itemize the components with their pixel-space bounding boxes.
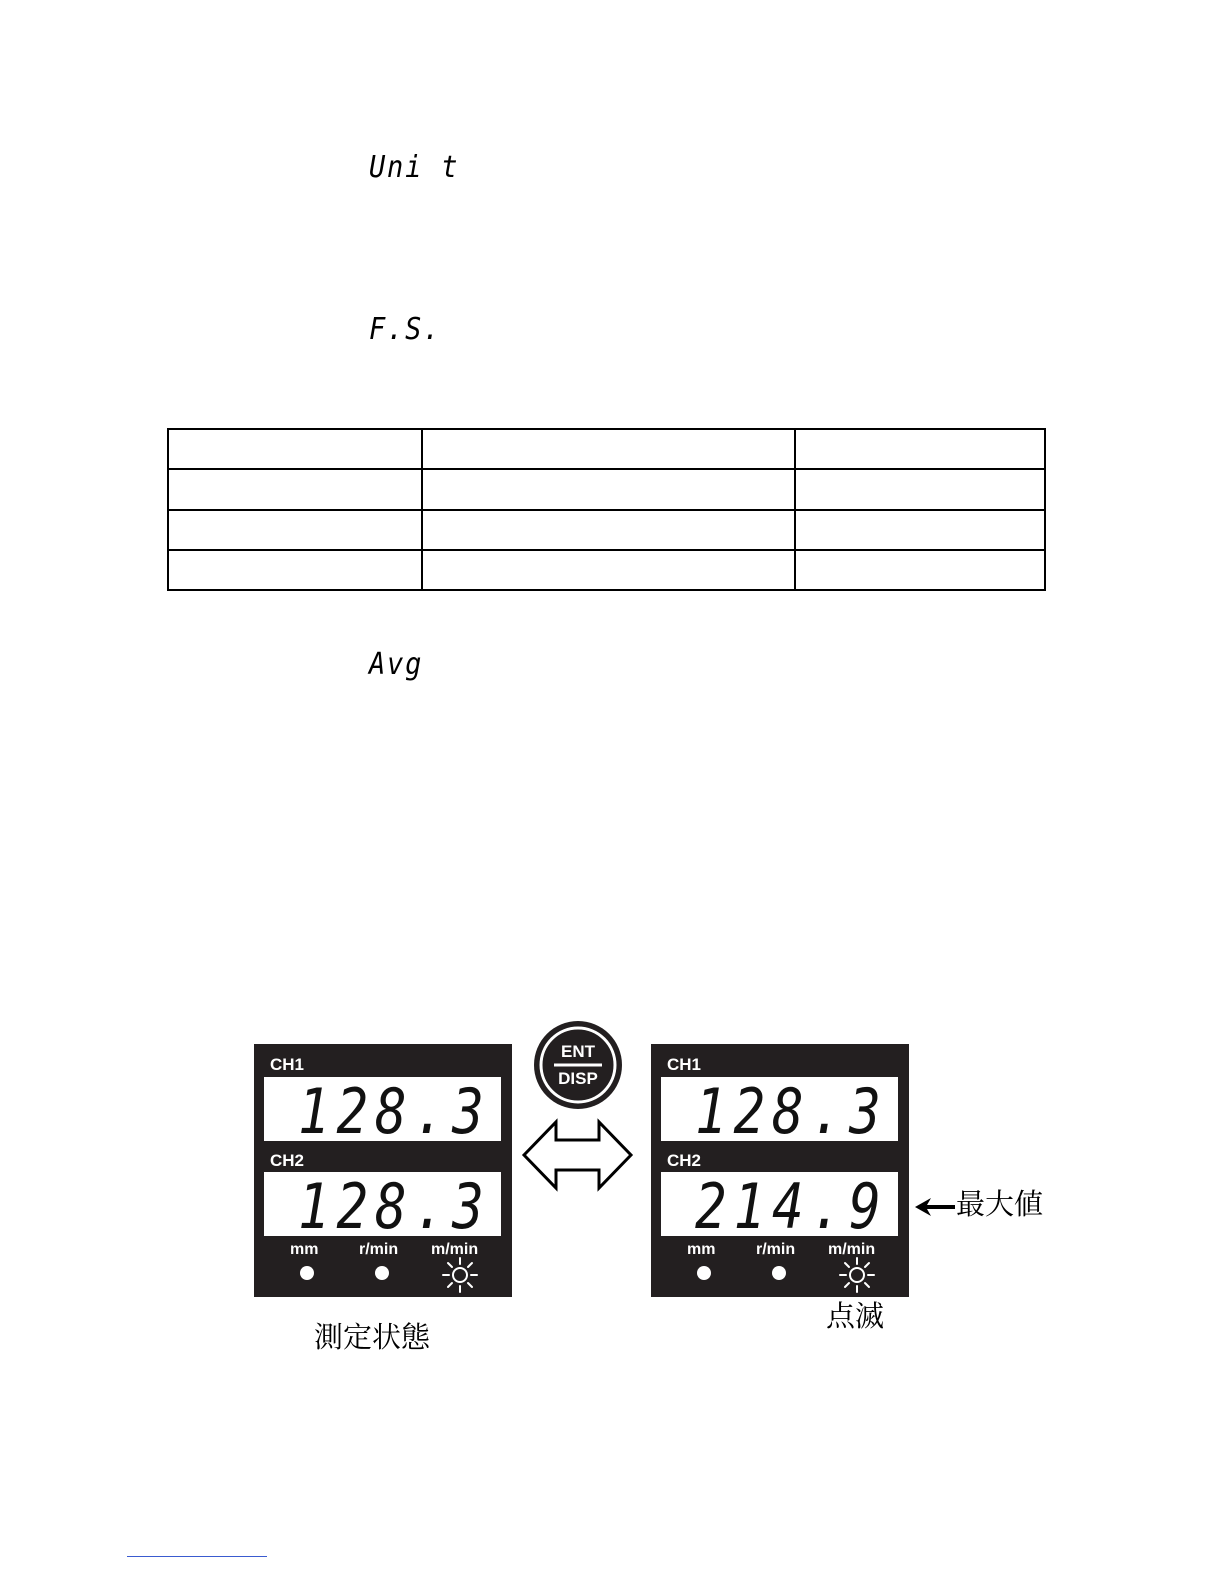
table-cell: [795, 469, 1045, 509]
table-cell: [168, 469, 422, 509]
unit-parameter-label: Uni t: [369, 150, 460, 185]
ent-label: ENT: [561, 1042, 595, 1061]
ch2-label: CH2: [270, 1151, 305, 1170]
ch2-display: [661, 1170, 898, 1243]
table-cell: [168, 550, 422, 590]
unit-rmin-label: r/min: [359, 1241, 399, 1258]
ch2-value: 214.9: [695, 1170, 888, 1243]
ch1-value: 128.3: [298, 1075, 491, 1148]
table-cell: [422, 429, 795, 469]
table-cell: [422, 469, 795, 509]
table-row: [168, 429, 1045, 469]
table-cell: [795, 510, 1045, 550]
measuring-state-label: 測定状態: [314, 1320, 431, 1354]
table-row: [168, 469, 1045, 509]
ch1-label: CH1: [667, 1055, 702, 1074]
table-cell: [422, 510, 795, 550]
ch2-display: [264, 1170, 501, 1243]
rmin-indicator-led: [772, 1266, 786, 1280]
left-arrow-icon: [915, 1198, 955, 1216]
table-cell: [795, 429, 1045, 469]
mm-indicator-led: [697, 1266, 711, 1280]
blinking-led-icon: [837, 1255, 877, 1295]
table-row: [168, 550, 1045, 590]
average-parameter-label: Avg: [369, 647, 424, 682]
footer-link-underline[interactable]: [127, 1556, 267, 1557]
table-cell: [795, 550, 1045, 590]
ch1-display: [661, 1075, 898, 1148]
meter-panel-measuring: [254, 1044, 512, 1297]
ent-disp-button[interactable]: [532, 1019, 624, 1111]
mm-indicator-led: [300, 1266, 314, 1280]
table-row: [168, 510, 1045, 550]
unit-mmin-label: m/min: [431, 1241, 479, 1258]
blinking-led-icon: [440, 1255, 480, 1295]
double-arrow-icon: [521, 1118, 634, 1192]
meter-panel-max-value: [651, 1044, 909, 1297]
rmin-indicator-led: [375, 1266, 389, 1280]
ent-disp-button-graphic: [532, 1019, 624, 1111]
unit-mmin-label: m/min: [828, 1241, 876, 1258]
ch1-label: CH1: [270, 1055, 305, 1074]
table-cell: [168, 510, 422, 550]
table-cell: [168, 429, 422, 469]
max-value-label: 最大値: [956, 1187, 1044, 1221]
settings-table: [167, 428, 1046, 591]
ch1-display: [264, 1075, 501, 1148]
unit-mm-label: mm: [687, 1241, 716, 1258]
unit-rmin-label: r/min: [756, 1241, 796, 1258]
ch1-value: 128.3: [695, 1075, 888, 1148]
disp-label: DISP: [558, 1069, 598, 1088]
unit-mm-label: mm: [290, 1241, 319, 1258]
ch2-label: CH2: [667, 1151, 702, 1170]
blink-label: 点滅: [826, 1299, 885, 1333]
table-cell: [422, 550, 795, 590]
full-scale-parameter-label: F.S.: [369, 312, 442, 347]
ch2-value: 128.3: [298, 1170, 491, 1243]
